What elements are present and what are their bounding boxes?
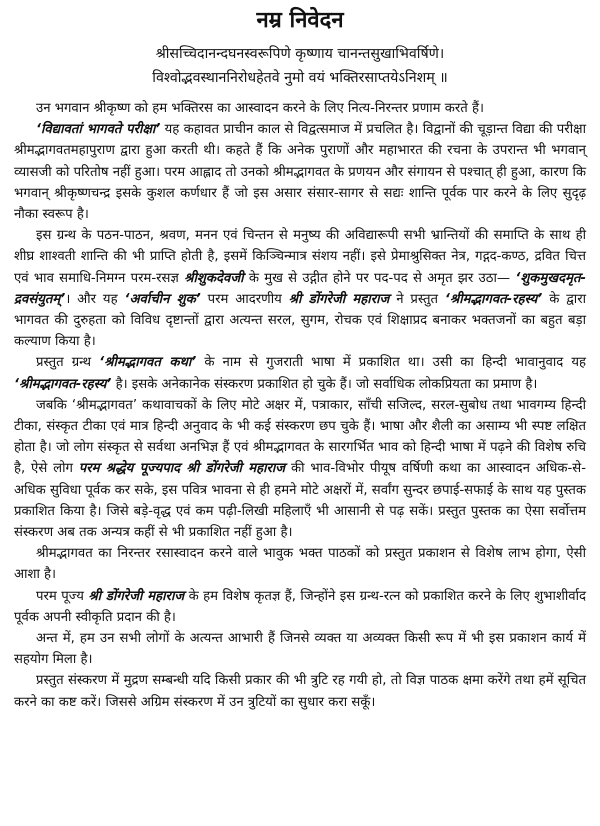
paragraph	[14, 119, 586, 225]
paragraph	[14, 98, 586, 119]
paragraph-text: के नाम से गुजराती भाषा में प्रकाशित था। उसी का हिन्दी भावानुवाद यह	[196, 355, 586, 371]
sloka-line-1: श्रीसच्चिदानन्दघनस्वरूपिणे कृष्णाय चानन्तसुखाभिवर्षिणे।	[155, 46, 445, 62]
emphasis-text: ‘विद्यावतां भागवते परीक्षा’	[36, 122, 161, 138]
paragraph	[14, 628, 586, 670]
paragraph-text: उन भगवान श्रीकृष्ण को हम भक्तिरस का आस्वादन करने के लिए नित्य-निरन्तर प्रणाम करते हैं।	[36, 101, 484, 116]
paragraph-text: प्रस्तुत ग्रन्थ	[36, 355, 100, 371]
emphasis-text: श्री डोंगरेजी महाराज	[88, 588, 185, 604]
emphasis-text: ‘अर्वाचीन शुक’	[124, 291, 201, 307]
paragraph-text: अन्त में, हम उन सभी लोगों के अत्यन्त आभारी हैं जिनसे व्यक्त या अव्यक्त किसी रूप में भी इस प्रकाशन कार्य में सहयोग मिला है।	[14, 631, 586, 668]
paragraph-text: प्रस्तुत संस्करण में मुद्रण सम्बन्धी यदि किसी प्रकार की भी त्रुटि रह गयी हो, तो विज्ञ पाठक क्षमा करेंगे तथा हमें सूचित करने का कष्ट करें। जिससे अग्रिम संस्करण में उन त्रुटियों का सुधार करा सकूँ।	[14, 673, 586, 710]
emphasis-text: श्रीशुकदेवजी	[184, 270, 244, 286]
paragraph	[14, 586, 586, 628]
paragraph-text: के द्वारा भागवत की दुरुहता को विविध दृष्टान्तों द्वारा अत्यन्त सरल, सुगम, रोचक एवं शिक्षाप्रद बनाकर भक्तजनों का बहुत बड़ा कल्याण किया है।	[14, 291, 587, 350]
paragraph-text: परम पूज्य	[36, 588, 89, 604]
paragraph	[14, 225, 586, 352]
emphasis-text: ‘श्रीमद्भागवत-रहस्य’	[14, 376, 112, 392]
sloka-block	[14, 42, 586, 90]
emphasis-text: ‘श्रीमद्भागवत-रहस्य’	[444, 291, 543, 307]
emphasis-text: परम श्रद्धेय पूज्यपाद श्री डोंगरेजी महाराज	[78, 461, 286, 477]
sloka-line-2: विश्वोद्भवस्थाननिरोधहेतवे नुमो वयं भक्तिरसाप्तयेऽनिशम् ॥	[152, 70, 448, 86]
paragraph-text: श्रीमद्भागवत का निरन्तर रसास्वादन करने वाले भावुक भक्त पाठकों को प्रस्तुत प्रकाशन से विशेष लाभ होगा, ऐसी आशा है।	[14, 546, 586, 583]
paragraph-text: इस ग्रन्थ के पठन-पाठन, श्रवण, मनन एवं चिन्तन से मनुष्य की अविद्यारूपी सभी भ्रान्तियों की समाप्ति के साथ ही शीघ्र शाश्वती शान्ति की भी प्राप्ति होती है, इसमें किञ्चिन्मात्र संशय नहीं। इसे प्रेमाश्रुसिक्त नेत्र, गद्गद-कण्ठ, द्रवित चित्त एवं भाव समाधि-निमग्न परम-रसज्ञ	[14, 228, 586, 286]
paragraph-text: के हम विशेष कृतज्ञ हैं, जिन्होंने इस ग्रन्थ-रत्न को प्रकाशित करने के लिए शुभाशीर्वाद पूर्वक अपनी स्वीकृति प्रदान की है।	[14, 588, 586, 625]
emphasis-text: श्री डोंगरेजी महाराज	[288, 291, 390, 307]
emphasis-text: ‘शुकमुखदमृत-द्रवसंयुतम्’	[14, 270, 586, 307]
paragraph-text: यह कहावत प्राचीन काल से विद्वत्समाज में प्रचलित है। विद्वानों की चूड़ान्त विद्या की परीक्षा श्रीमद्भागवतमहापुराण द्वारा हुआ करती थी। कहते हैं कि अनेक पुराणों और महाभारत की रचना के उपरान्त भी भगवान् व्यासजी को परितोष नहीं हुआ। परम आह्लाद तो उनको श्रीमद्भागवत के प्रणयन और संगायन से पश्चात् ही हुआ, कारण कि भगवान् श्रीकृष्णचन्द्र इसके कुशल कर्णधार हैं जो इस असार संसार-सागर से सद्यः शान्ति पूर्वक पार करने के लिए सुदृढ़ नौका स्वरूप है।	[14, 122, 586, 223]
paragraph	[14, 352, 586, 394]
paragraph-text: जबकि ‘श्रीमद्भागवत’ कथावाचकों के लिए मोटे अक्षर में, पत्राकार, साँची सजिल्द, सरल-सुबोध तथा भावगम्य हिन्दी टीका, संस्कृत टीका एवं मात्र हिन्दी अनुवाद के भी कई संस्करण छप चुके हैं। भाषा और शैली का असाम्य भी स्पष्ट लक्षित होता है। जो लोग संस्कृत से सर्वथा अनभिज्ञ हैं एवं श्रीमद्भागवत के सारगर्भित भाव को हिन्दी भाषा में पढ़ने की विशेष रुचि है, ऐसे लोग	[14, 397, 586, 477]
paragraph-text: परम आदरणीय	[200, 291, 289, 307]
paragraph-text: । और यह	[65, 291, 125, 307]
page-title: नम्र निवेदन	[256, 8, 344, 33]
body-text	[14, 98, 586, 713]
emphasis-text: ‘श्रीमद्भागवत कथा’	[99, 355, 197, 371]
paragraph	[14, 543, 586, 585]
paragraph-text: की भाव-विभोर पीयूष वर्षिणी कथा का आस्वादन अधिक-से-अधिक सुविधा पूर्वक कर सके, इस पवित्र भावना से ही हमने मोटे अक्षरों में, सर्वांग सुन्दर छपाई-सफाई के साथ यह पुस्तक प्रकाशित किया है। जिसे बड़े-वृद्ध एवं कम पढ़ी-लिखी महिलाएँ भी आसानी से पढ़ सकें। प्रस्तुत पुस्तक का ऐसा सर्वोत्तम संस्करण अब तक अन्यत्र कहीं से भी प्रकाशित नहीं हुआ है।	[14, 461, 586, 541]
paragraph-text: के मुख से उद्गीत होने पर पद-पद से अमृत झर उठा—	[243, 270, 516, 286]
paragraph-text: ने प्रस्तुत	[389, 291, 445, 307]
paragraph-text: है। इसके अनेकानेक संस्करण प्रकाशित हो चुके हैं। जो सर्वाधिक लोकप्रियता का प्रमाण है।	[111, 376, 538, 392]
paragraph	[14, 670, 586, 712]
paragraph	[14, 395, 586, 543]
